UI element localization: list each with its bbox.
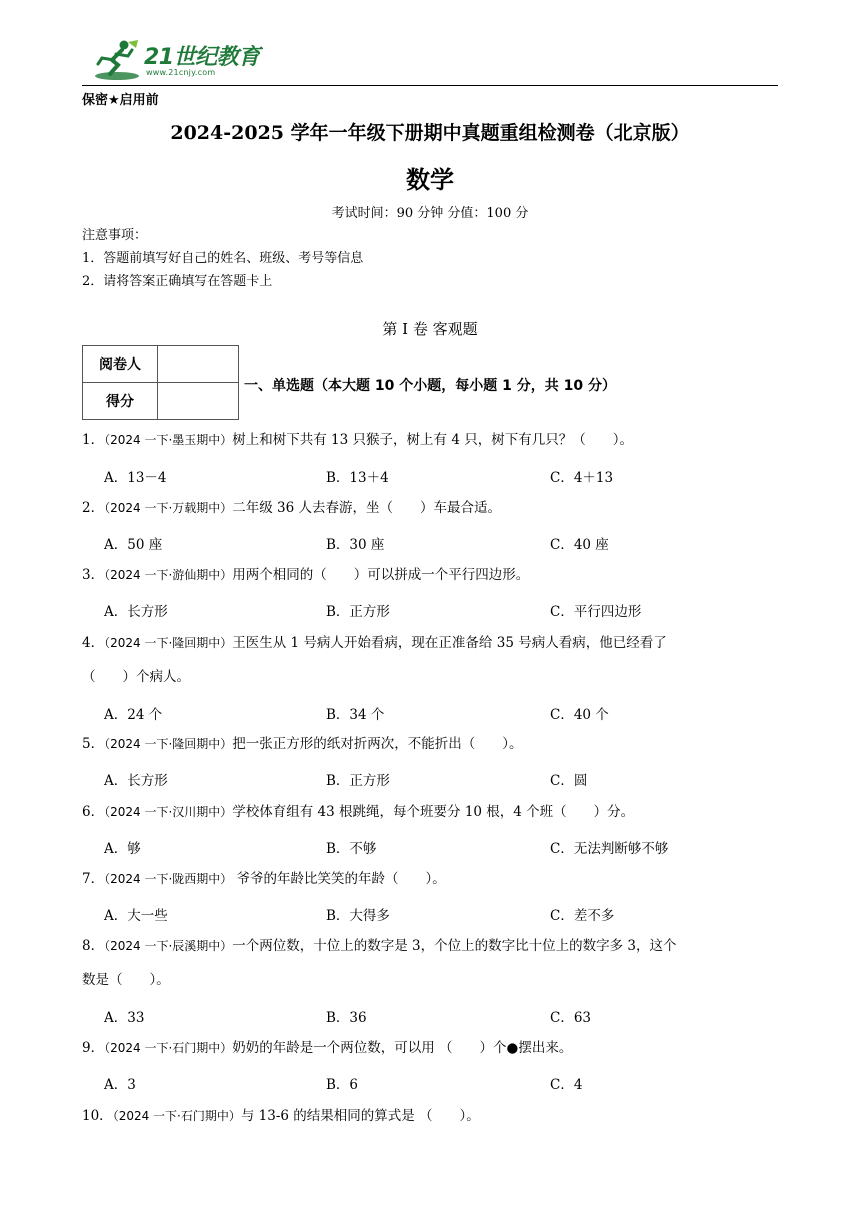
option-a: A．3	[104, 1077, 136, 1093]
question-text: 王医生从 1 号病人开始看病，现在正准备给 35 号病人看病，他已经看了	[232, 635, 667, 651]
option-a: A．长方形	[104, 604, 168, 620]
option-b: B．30 座	[326, 537, 385, 553]
option-a: A．13－4	[104, 470, 167, 486]
runner-logo-icon	[92, 38, 142, 82]
part-title: 一、单选题（本大题 10 个小题，每小题 1 分，共 10 分）	[244, 378, 616, 394]
question-source: （2024 一下·石门期中）	[104, 1041, 233, 1055]
option-c: C．无法判断够不够	[550, 841, 669, 857]
question-text: 奶奶的年龄是一个两位数，可以用 （ ）个●摆出来。	[232, 1040, 573, 1056]
option-c: C．4＋13	[550, 470, 614, 486]
question-5	[82, 727, 782, 761]
question-2	[82, 491, 782, 525]
question-number: 6．	[82, 804, 105, 820]
option-b: B．正方形	[326, 773, 390, 789]
question-text: 树上和树下共有 13 只猴子，树上有 4 只，树下有几只？（ ）。	[232, 432, 633, 448]
question-number: 3．	[82, 567, 105, 583]
question-source: （2024 一下·石门期中）	[112, 1109, 241, 1123]
question-8	[82, 929, 782, 963]
question-7	[82, 862, 782, 896]
question-number: 5．	[82, 736, 105, 752]
brand-logo	[92, 38, 267, 82]
logo-text: 21世纪教育	[144, 45, 260, 70]
section-title: 第 I 卷 客观题	[382, 320, 478, 338]
notes-item: 1．答题前填写好自己的姓名、班级、考号等信息	[82, 251, 364, 266]
question-source: （2024 一下·隆回期中）	[104, 636, 233, 650]
option-b: B．36	[326, 1010, 367, 1026]
option-b: B．正方形	[326, 604, 390, 620]
question-source: （2024 一下·游仙期中）	[104, 568, 233, 582]
notes-heading: 注意事项：	[82, 228, 148, 243]
question-4-continued: （ ）个病人。	[82, 669, 190, 685]
option-b: B．34 个	[326, 707, 385, 723]
option-a: A．50 座	[104, 537, 163, 553]
question-text: 爷爷的年龄比笑笑的年龄（ ）。	[232, 871, 446, 887]
question-3	[82, 558, 782, 592]
question-number: 9．	[82, 1040, 105, 1056]
option-c: C．40 个	[550, 707, 609, 723]
question-4	[82, 626, 782, 660]
exam-time-info: 考试时间：90 分钟 分值：100 分	[331, 206, 529, 221]
option-a: A．够	[104, 841, 141, 857]
notes-item: 2．请将答案正确填写在答题卡上	[82, 274, 273, 289]
exam-title: 2024-2025 学年一年级下册期中真题重组检测卷（北京版）	[170, 122, 690, 144]
question-text: 学校体育组有 43 根跳绳，每个班要分 10 根，4 个班（ ）分。	[232, 804, 635, 820]
question-text: 把一张正方形的纸对折两次，不能折出（ ）。	[232, 736, 523, 752]
option-c: C．圆	[550, 773, 588, 789]
option-a: A．33	[104, 1010, 145, 1026]
notes-block	[82, 224, 363, 293]
secret-label: 保密★启用前	[82, 93, 159, 108]
question-9	[82, 1031, 782, 1065]
question-number: 10．	[82, 1108, 113, 1124]
question-source: （2024 一下·墨玉期中）	[104, 433, 233, 447]
question-text: 二年级 36 人去春游，坐（ ）车最合适。	[232, 500, 502, 516]
option-a: A．大一些	[104, 908, 168, 924]
option-b: B．大得多	[326, 908, 390, 924]
question-1	[82, 423, 782, 457]
score-cell	[158, 383, 239, 420]
question-text: 与 13-6 的结果相同的算式是 （ ）。	[240, 1108, 480, 1124]
question-number: 1．	[82, 432, 105, 448]
question-6	[82, 795, 782, 829]
option-c: C．4	[550, 1077, 583, 1093]
option-c: C．63	[550, 1010, 592, 1026]
question-10	[82, 1099, 782, 1133]
reviewer-label: 阅卷人	[83, 346, 158, 383]
question-number: 2．	[82, 500, 105, 516]
question-source: （2024 一下·万载期中）	[104, 501, 233, 515]
option-c: C．差不多	[550, 908, 615, 924]
option-c: C．平行四边形	[550, 604, 642, 620]
question-number: 7．	[82, 871, 105, 887]
score-label: 得分	[83, 383, 158, 420]
question-text: 用两个相同的（ ）可以拼成一个平行四边形。	[232, 567, 530, 583]
question-source: （2024 一下·汉川期中）	[104, 805, 233, 819]
exam-subject: 数学	[406, 166, 454, 194]
option-a: A．24 个	[104, 707, 163, 723]
option-b: B．6	[326, 1077, 359, 1093]
question-number: 4．	[82, 635, 105, 651]
question-text: 一个两位数，十位上的数字是 3，个位上的数字比十位上的数字多 3，这个	[232, 938, 677, 954]
question-8-continued: 数是（ ）。	[82, 972, 170, 988]
option-b: B．13＋4	[326, 470, 389, 486]
option-a: A．长方形	[104, 773, 168, 789]
question-number: 8．	[82, 938, 105, 954]
score-table	[82, 345, 239, 420]
question-source: （2024 一下·辰溪期中）	[104, 939, 233, 953]
reviewer-cell	[158, 346, 239, 383]
question-source: （2024 一下·陇西期中）	[104, 872, 233, 886]
header-divider	[82, 85, 778, 86]
logo-url: www.21cnjy.com	[146, 68, 216, 77]
question-source: （2024 一下·隆回期中）	[104, 737, 233, 751]
option-c: C．40 座	[550, 537, 609, 553]
option-b: B．不够	[326, 841, 377, 857]
